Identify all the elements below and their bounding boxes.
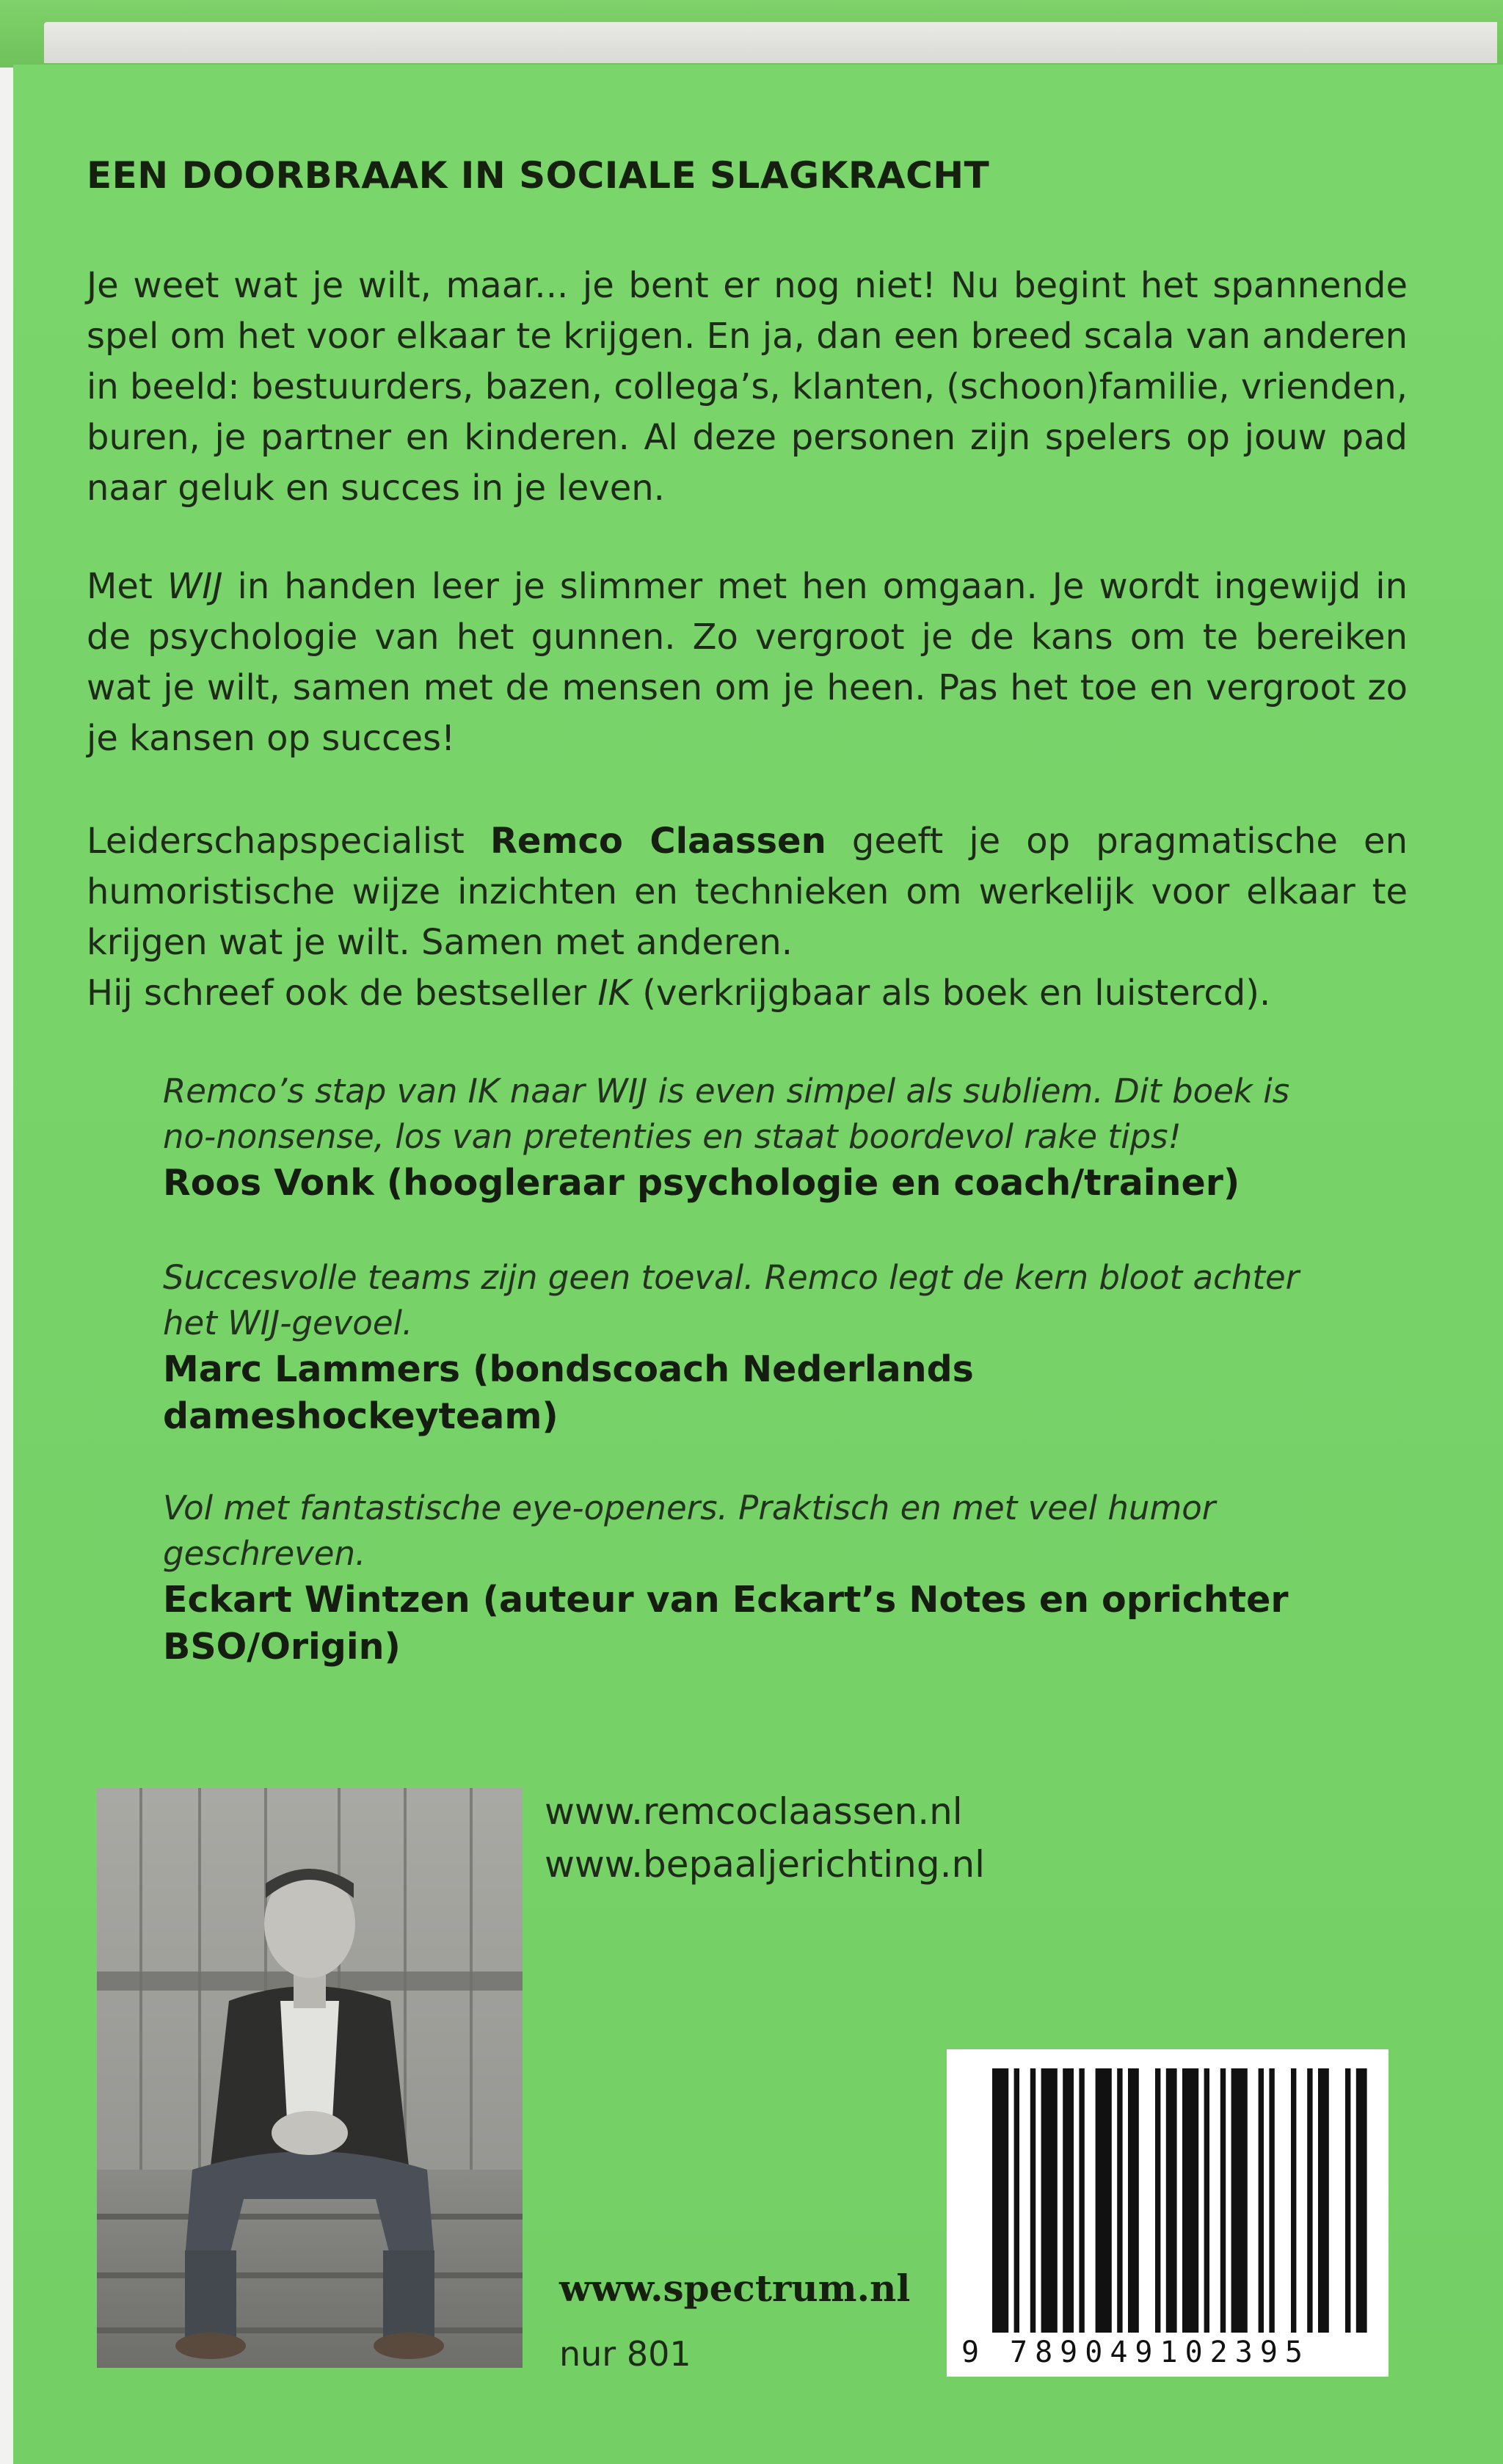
quote-text: Vol met fantastische eye-openers. Praktisch en met veel humor geschreven. [163, 1489, 1216, 1573]
quote-text: Succesvolle teams zijn geen toeval. Remco legt de kern bloot achter het WIJ-gevoel. [163, 1258, 1300, 1342]
barcode-bar [1318, 2068, 1329, 2333]
p3-text-a: Leiderschapspecialist [87, 821, 490, 862]
p2-text-b: in handen leer je slimmer met hen omgaan. Je wordt ingewijd in de psychologie van het gunnen. Zo vergroot je de kans om te bereiken wat je wilt, samen met de mensen om je heen. Pas het toe en vergroot zo je kansen op succes! [87, 566, 1408, 759]
barcode-bar [1041, 2068, 1058, 2333]
headline: EEN DOORBRAAK IN SOCIALE SLAGKRACHT [87, 154, 990, 197]
barcode-bar [1096, 2068, 1112, 2333]
intro-paragraph-3 [87, 816, 1408, 1019]
barcode-bar [1014, 2068, 1019, 2333]
barcode-bar [1204, 2068, 1209, 2333]
barcode-bars [947, 2049, 1389, 2336]
p2-text-a: Met [87, 566, 167, 607]
barcode-bar [1155, 2068, 1160, 2333]
barcode-bar [1182, 2068, 1198, 2333]
book-title-wij: WIJ [167, 566, 223, 607]
review-quote-2 [163, 1255, 1322, 1440]
author-photo-illustration [97, 1788, 523, 2368]
intro-paragraph-1: Je weet wat je wilt, maar... je bent er nog niet! Nu begint het spannende spel om het voor elkaar te krijgen. En ja, dan een breed scala van anderen in beeld: bestuurders, bazen, collega’s, klanten, (schoon)familie, vrienden, buren, je partner en kinderen. Al deze personen zijn spelers op jouw pad naar geluk en succes in je leven. [87, 265, 1408, 509]
author-name: Remco Claassen [490, 821, 826, 862]
p3-text-c: Hij schreef ook de bestseller [87, 973, 598, 1014]
publisher-url[interactable]: www.spectrum.nl [559, 2267, 911, 2310]
barcode-bar [992, 2068, 1008, 2333]
barcode-bar [1269, 2068, 1274, 2333]
quote-text: Remco’s stap van IK naar WIJ is even simpel als subliem. Dit boek is no-nonsense, los van pretenties en staat boordevol rake tips! [163, 1072, 1290, 1156]
barcode-bar [1117, 2068, 1122, 2333]
barcode-bar [1079, 2068, 1084, 2333]
website-links [545, 1785, 985, 1891]
author-photo [97, 1788, 523, 2368]
book-top-edge [0, 0, 1503, 68]
barcode-bar [1345, 2068, 1350, 2333]
intro-paragraph-2 [87, 562, 1408, 764]
review-quote-3 [163, 1486, 1322, 1671]
barcode-bar [1128, 2068, 1139, 2333]
barcode-bar [1259, 2068, 1264, 2333]
barcode-lead-digit: 9 [961, 2336, 980, 2369]
website-link-1[interactable]: www.remcoclaassen.nl [545, 1790, 963, 1833]
barcode-bar [1220, 2068, 1226, 2333]
book-title-ik: IK [597, 973, 631, 1014]
p3-text-d: (verkrijgbaar als boek en luistercd). [631, 973, 1271, 1014]
barcode-bar [1231, 2068, 1248, 2333]
nur-code: nur 801 [559, 2334, 691, 2374]
barcode-bar [1307, 2068, 1312, 2333]
p3-text-b: geeft je op pragmatische en humoristische wijze inzichten en technieken om werkelijk voor elkaar te krijgen wat je wilt. Samen met anderen. [87, 821, 1408, 963]
isbn-barcode [947, 2049, 1389, 2377]
barcode-bar [1030, 2068, 1036, 2333]
page-edges [44, 22, 1497, 63]
review-quote-1 [163, 1069, 1322, 1207]
website-link-2[interactable]: www.bepaaljerichting.nl [545, 1843, 986, 1886]
quote-author: Eckart Wintzen (auteur van Eckart’s Notes en oprichter BSO/Origin) [163, 1579, 1289, 1668]
barcode-bar [1166, 2068, 1177, 2333]
quote-author: Marc Lammers (bondscoach Nederlands dameshockeyteam) [163, 1348, 974, 1437]
barcode-bar [1356, 2068, 1367, 2333]
barcode-bar [1063, 2068, 1074, 2333]
barcode-digits: 789049102395 [1010, 2336, 1310, 2369]
quote-author: Roos Vonk (hoogleraar psychologie en coach/trainer) [163, 1162, 1240, 1204]
barcode-bar [1291, 2068, 1296, 2333]
